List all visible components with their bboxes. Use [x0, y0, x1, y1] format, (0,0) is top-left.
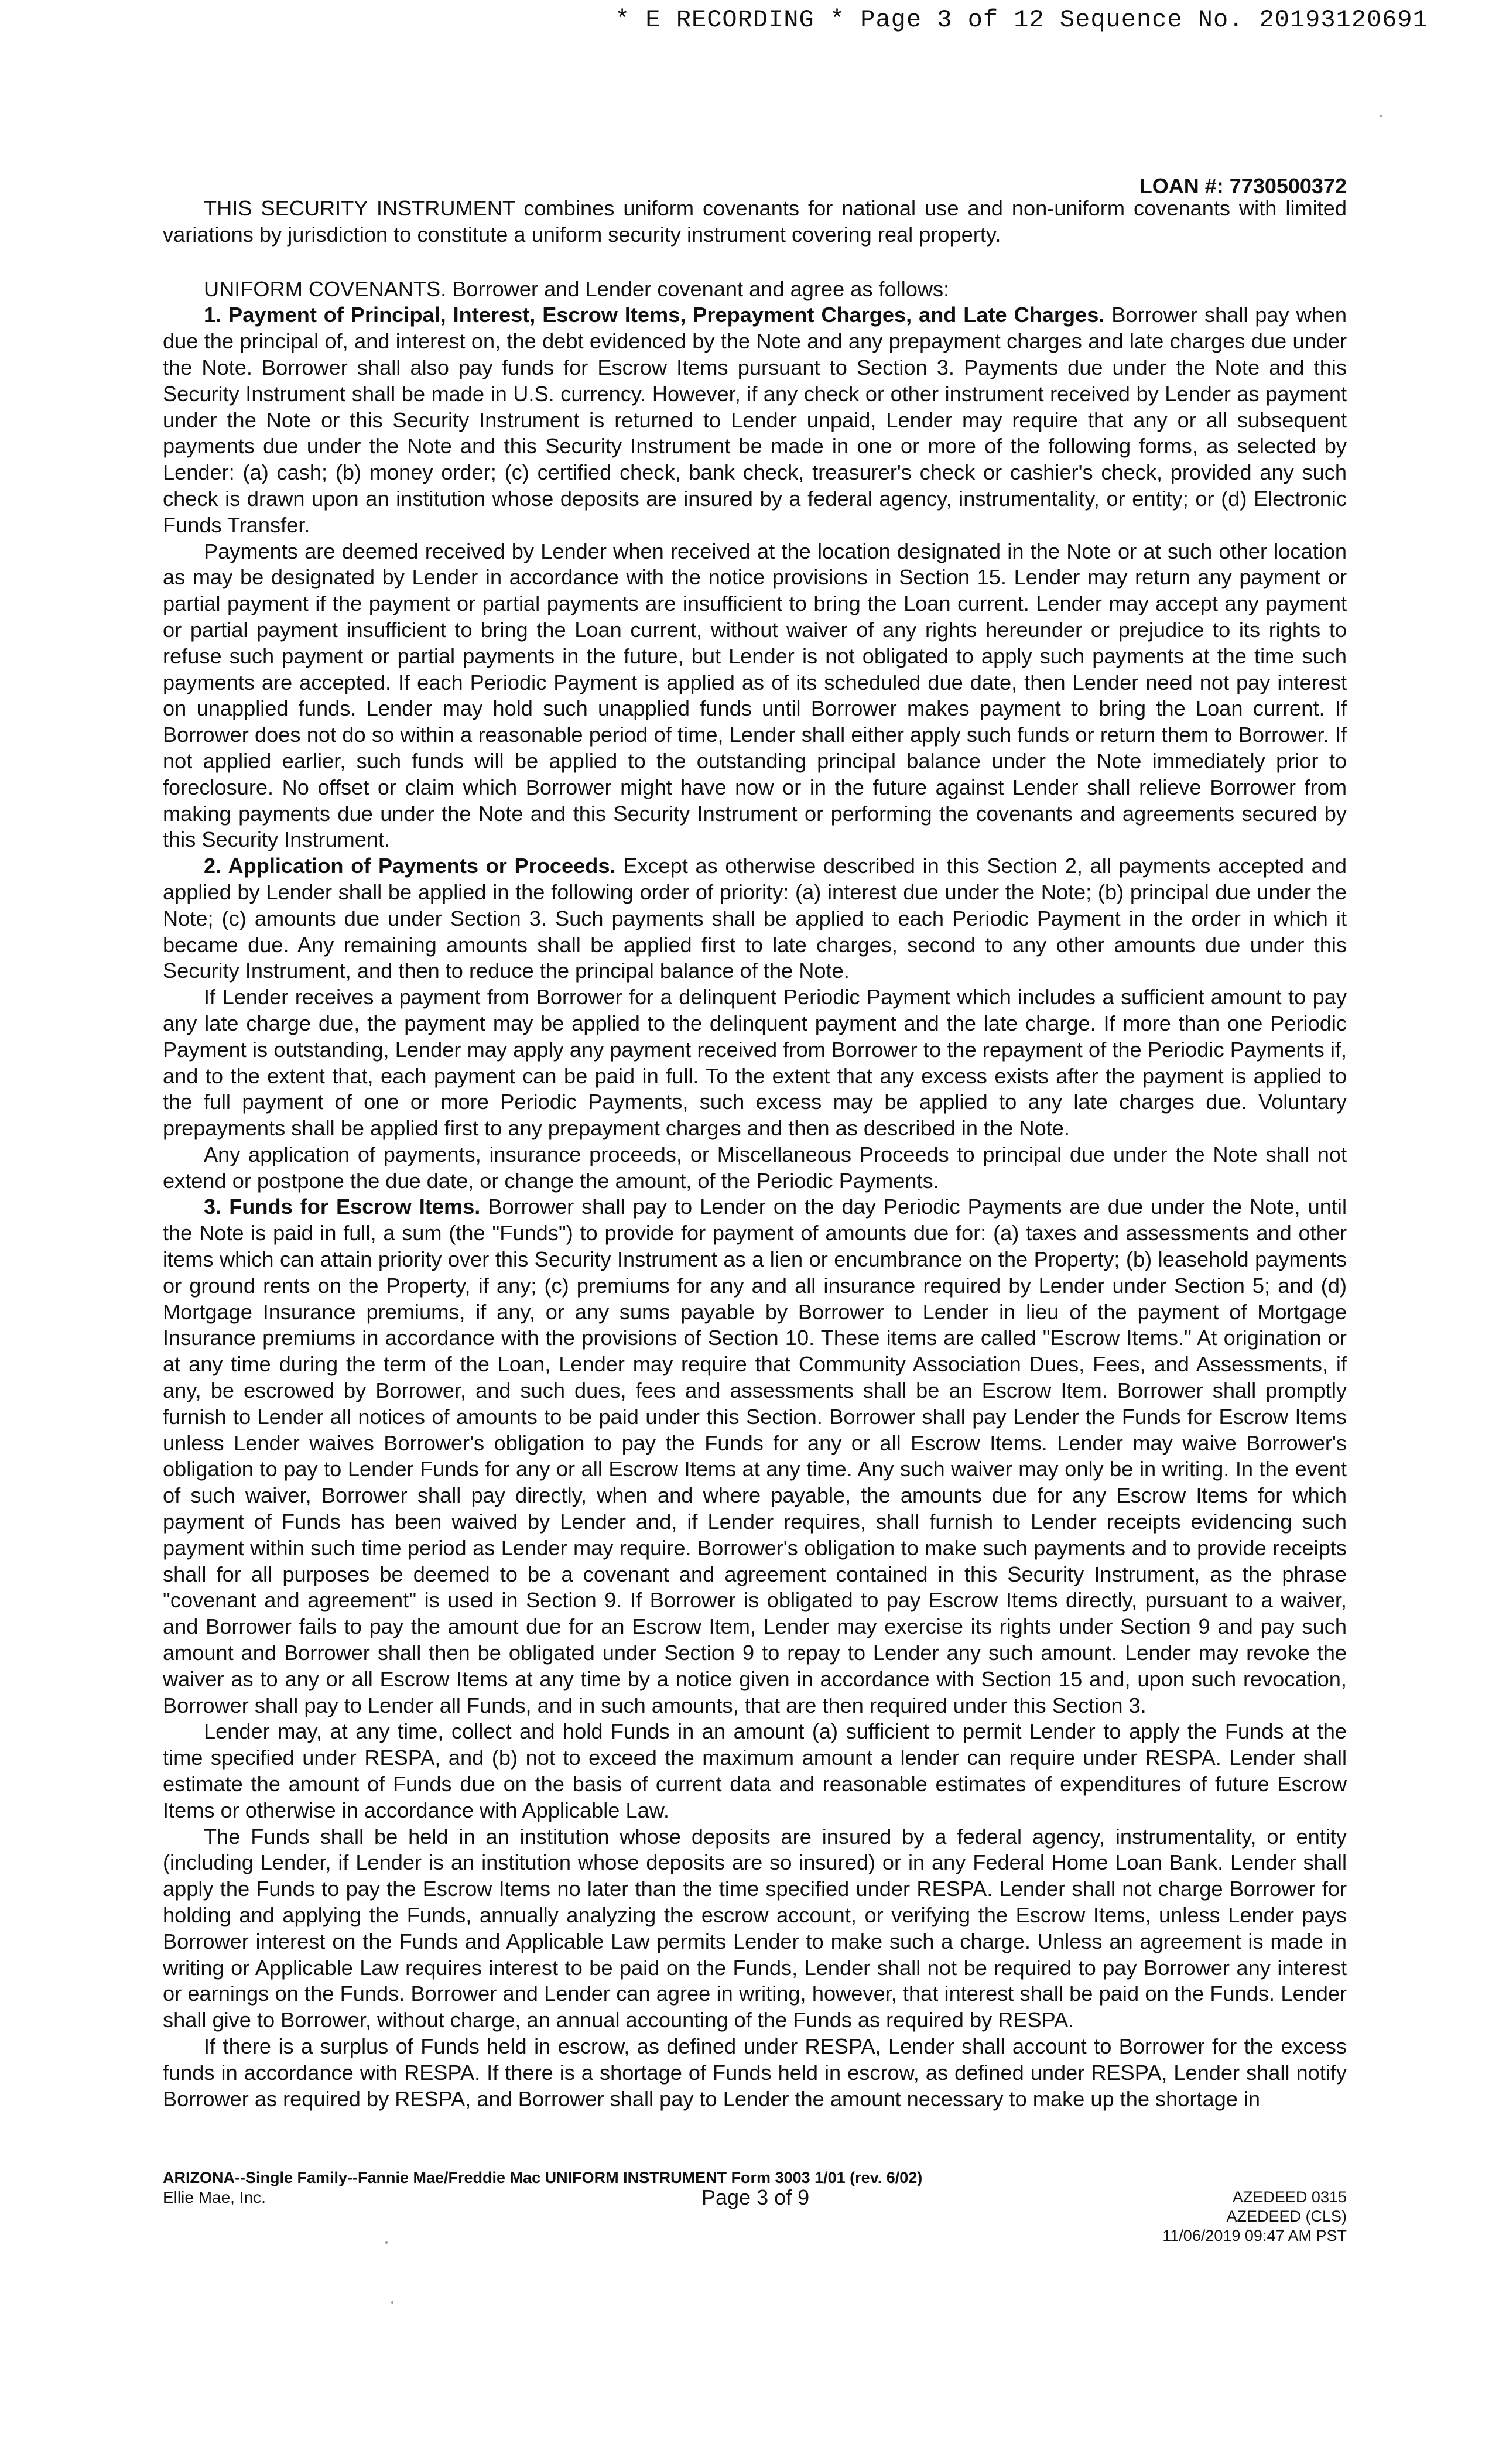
- loan-number: LOAN #: 7730500372: [1139, 174, 1347, 198]
- recording-stamp: * E RECORDING * Page 3 of 12 Sequence No. 20193120691: [615, 6, 1428, 34]
- document-codes: [1162, 2188, 1347, 2246]
- form-identifier: ARIZONA--Single Family--Fannie Mae/Freddie Mac UNIFORM INSTRUMENT Form 3003 1/01 (rev. 6/02): [163, 2169, 923, 2186]
- section-1-text: Borrower shall pay when due the principal of, and interest on, the debt evidenced by the Note and any prepayment charges and late charges due under the Note. Borrower shall also pay funds for Escrow Items pursuant to Section 3. Payments due under the Note and this Security Instrument shall be made in U.S. currency. However, if any check or other instrument received by Lender as payment under the Note or this Security Instrument is returned to Lender unpaid, Lender may require that any or all subsequent payments due under the Note and this Security Instrument be made in one or more of the following forms, as selected by Lender: (a) cash; (b) money order; (c) certified check, bank check, treasurer's check or cashier's check, provided any such check is drawn upon an institution whose deposits are insured by a federal agency, instrumentality, or entity; or (d) Electronic Funds Transfer.: [163, 303, 1347, 537]
- paragraph-funds-held: The Funds shall be held in an institution whose deposits are insured by a federal agency, instrumentality, or entity (including Lender, if Lender is an institution whose deposits are so insured) or in any Federal Home Loan Bank. Lender shall apply the Funds to pay the Escrow Items no later than the time specified under RESPA. Lender shall not charge Borrower for holding and applying the Funds, annually analyzing the escrow account, or verifying the Escrow Items, unless Lender pays Borrower interest on the Funds and Applicable Law permits Lender to make such a charge. Unless an agreement is made in writing or Applicable Law requires interest to be paid on the Funds, Lender shall not be required to pay Borrower any interest or earnings on the Funds. Borrower and Lender can agree in writing, however, that interest shall be paid on the Funds. Lender shall give to Borrower, without charge, an annual accounting of the Funds as required by RESPA.: [163, 1824, 1347, 2032]
- scan-speck: [391, 2301, 393, 2304]
- section-2-heading: 2. Application of Payments or Proceeds.: [204, 854, 616, 878]
- paragraph-surplus-funds: If there is a surplus of Funds held in escrow, as defined under RESPA, Lender shall account to Borrower for the excess funds in accordance with RESPA. If there is a shortage of Funds held in escrow, as defined under RESPA, Lender shall notify Borrower as required by RESPA, and Borrower shall pay to Lender the amount necessary to make up the shortage in: [163, 2034, 1347, 2111]
- paragraph-uniform-covenants: UNIFORM COVENANTS. Borrower and Lender covenant and agree as follows:: [204, 276, 950, 301]
- paragraph-delinquent-payment: If Lender receives a payment from Borrower for a delinquent Periodic Payment which includes a sufficient amount to pay any late charge due, the payment may be applied to the delinquent payment and the late charge. If more than one Periodic Payment is outstanding, Lender may apply any payment received from Borrower to the repayment of the Periodic Payments if, and to the extent that, each payment can be paid in full. To the extent that any excess exists after the payment is applied to the full payment of one or more Periodic Payments, such excess may be applied to any late charges due. Voluntary prepayments shall be applied first to any prepayment charges and then as described in the Note.: [163, 985, 1347, 1141]
- section-2-paragraph: [163, 853, 1347, 984]
- section-3-text: Borrower shall pay to Lender on the day Periodic Payments are due under the Note, until the Note is paid in full, a sum (the "Funds") to provide for payment of amounts due for: (a) taxes and assessments and other items which can attain priority over this Security Instrument as a lien or encumbrance on the Property; (b) leasehold payments or ground rents on the Property, if any; (c) premiums for any and all insurance required by Lender under Section 5; and (d) Mortgage Insurance premiums, if any, or any sums payable by Borrower to Lender in lieu of the payment of Mortgage Insurance premiums in accordance with the provisions of Section 10. These items are called "Escrow Items." At origination or at any time during the term of the Loan, Lender may require that Community Association Dues, Fees, and Assessments, if any, be escrowed by Borrower, and such dues, fees and assessments shall be an Escrow Item. Borrower shall promptly furnish to Lender all notices of amounts to be paid under this Section. Borrower shall pay Lender the Funds for Escrow Items unless Lender waives Borrower's obligation to pay the Funds for any or all Escrow Items. Lender may waive Borrower's obligation to pay to Lender Funds for any or all Escrow Items at any time. Any such waiver may only be in writing. In the event of such waiver, Borrower shall pay directly, when and where payable, the amounts due for any Escrow Items for which payment of Funds has been waived by Lender and, if Lender requires, shall furnish to Lender receipts evidencing such payment within such time period as Lender may require. Borrower's obligation to make such payments and to provide receipts shall for all purposes be deemed to be a covenant and agreement contained in this Security Instrument, as the phrase "covenant and agreement" is used in Section 9. If Borrower is obligated to pay Escrow Items directly, pursuant to a waiver, and Borrower fails to pay the amount due for an Escrow Item, Lender may exercise its rights under Section 9 and pay such amount and Borrower shall then be obligated under Section 9 to repay to Lender any such amount. Lender may revoke the waiver as to any or all Escrow Items at any time by a notice given in accordance with Section 15 and, upon such revocation, Borrower shall pay to Lender all Funds, and in such amounts, that are then required under this Section 3.: [163, 1195, 1347, 1717]
- paragraph-application-proceeds: Any application of payments, insurance proceeds, or Miscellaneous Proceeds to principal due under the Note shall not extend or postpone the due date, or change the amount, of the Periodic Payments.: [163, 1142, 1347, 1193]
- paragraph-spacer: [163, 248, 1347, 276]
- form-code: AZEDEED 0315: [1232, 2188, 1347, 2206]
- scan-speck: [385, 2241, 388, 2244]
- document-body: [163, 173, 1347, 2112]
- section-3-heading: 3. Funds for Escrow Items.: [204, 1195, 481, 1219]
- print-timestamp: 11/06/2019 09:47 AM PST: [1162, 2227, 1347, 2244]
- paragraph-collect-funds: Lender may, at any time, collect and hold Funds in an amount (a) sufficient to permit Lender to apply the Funds at the time specified under RESPA, and (b) not to exceed the maximum amount a lender can require under RESPA. Lender shall estimate the amount of Funds due on the basis of current data and reasonable estimates of expenditures of future Escrow Items or otherwise in accordance with Applicable Law.: [163, 1719, 1347, 1822]
- paragraph-intro: THIS SECURITY INSTRUMENT combines uniform covenants for national use and non-uniform covenants with limited variations by jurisdiction to constitute a uniform security instrument covering real property.: [163, 196, 1347, 247]
- section-1-heading: 1. Payment of Principal, Interest, Escrow Items, Prepayment Charges, and Late Charges.: [204, 303, 1105, 327]
- paragraph-payments-received: Payments are deemed received by Lender when received at the location designated in the Note or at such other location as may be designated by Lender in accordance with the notice provisions in Section 15. Lender may return any payment or partial payment if the payment or partial payments are insufficient to bring the Loan current. Lender may accept any payment or partial payment insufficient to bring the Loan current, without waiver of any rights hereunder or prejudice to its rights to refuse such payment or partial payments in the future, but Lender is not obligated to apply such payments at the time such payments are accepted. If each Periodic Payment is applied as of its scheduled due date, then Lender need not pay interest on unapplied funds. Lender may hold such unapplied funds until Borrower makes payment to bring the Loan current. If Borrower does not do so within a reasonable period of time, Lender shall either apply such funds or return them to Borrower. If not applied earlier, such funds will be applied to the outstanding principal balance under the Note immediately prior to foreclosure. No offset or claim which Borrower might have now or in the future against Lender shall relieve Borrower from making payments due under the Note and this Security Instrument or performing the covenants and agreements secured by this Security Instrument.: [163, 539, 1347, 852]
- page-footer: [163, 2168, 1347, 2258]
- page-number: Page 3 of 9: [701, 2185, 810, 2209]
- footer-row: [163, 2185, 1347, 2258]
- scan-speck: [1380, 115, 1382, 117]
- section-3-paragraph: [163, 1194, 1347, 1719]
- form-code-cls: AZEDEED (CLS): [1226, 2208, 1347, 2225]
- section-1-paragraph: [163, 302, 1347, 538]
- section-2-text: Except as otherwise described in this Section 2, all payments accepted and applied by Lender shall be applied in the following order of priority: (a) interest due under the Note; (b) principal due under the Note; (c) amounts due under Section 3. Such payments shall be applied to each Periodic Payment in the order in which it became due. Any remaining amounts shall be applied first to late charges, second to any other amounts due under this Security Instrument, and then to reduce the principal balance of the Note.: [163, 854, 1347, 983]
- vendor-name: Ellie Mae, Inc.: [163, 2188, 266, 2206]
